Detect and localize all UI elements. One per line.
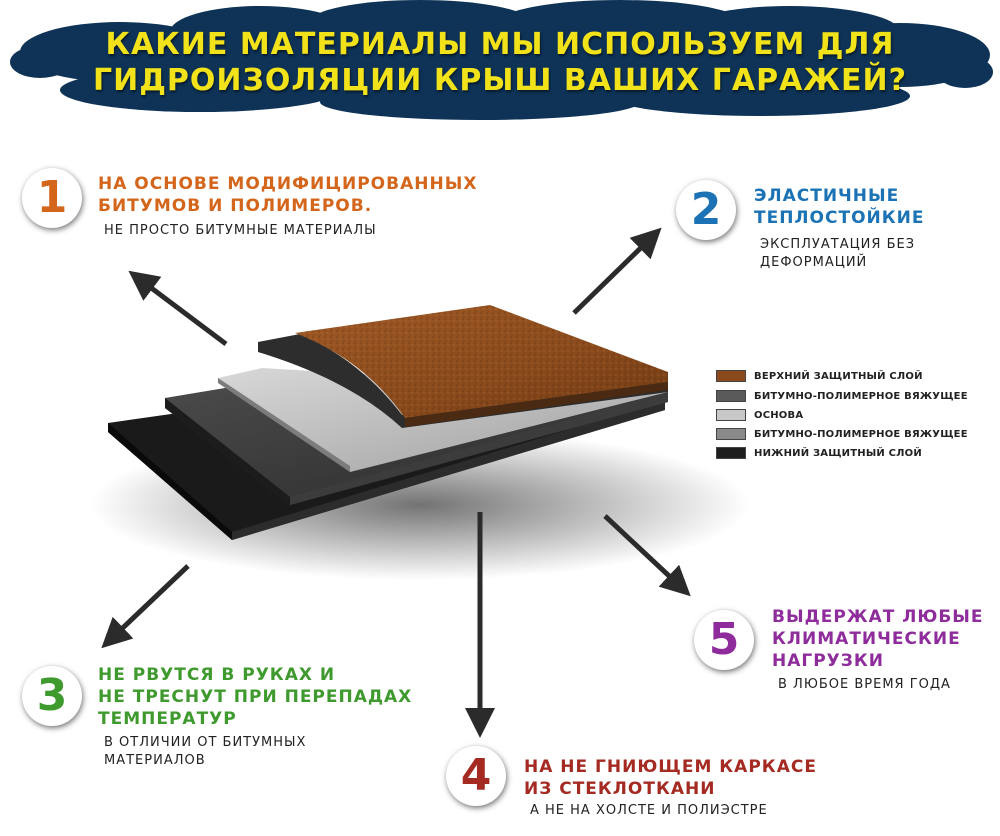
legend-item <box>716 446 922 460</box>
title-line-1: КАКИЕ МАТЕРИАЛЫ МЫ ИСПОЛЬЗУЕМ ДЛЯ <box>105 27 895 62</box>
legend-item <box>716 369 923 383</box>
feature-1-subtitle: НЕ ПРОСТО БИТУМНЫЕ МАТЕРИАЛЫ <box>104 223 377 238</box>
legend-swatch <box>716 390 746 402</box>
legend-item <box>716 427 968 441</box>
legend-label: БИТУМНО-ПОЛИМЕРНОЕ ВЯЖУЩЕЕ <box>754 390 968 402</box>
arrow-to-1 <box>138 278 226 344</box>
feature-2-number-badge: 2 <box>676 180 736 240</box>
legend-item <box>716 408 803 422</box>
feature-1-heading: НА ОСНОВЕ МОДИФИЦИРОВАННЫХ БИТУМОВ И ПОЛИМЕРОВ. <box>98 174 478 216</box>
feature-5-subtitle: В ЛЮБОЕ ВРЕМЯ ГОДА <box>778 677 951 692</box>
arrow-to-3 <box>110 566 188 640</box>
feature-3-number-badge: 3 <box>22 666 82 726</box>
legend-label: БИТУМНО-ПОЛИМЕРНОЕ ВЯЖУЩЕЕ <box>754 428 968 440</box>
feature-3-heading: НЕ РВУТСЯ В РУКАХ И НЕ ТРЕСНУТ ПРИ ПЕРЕПАДАХ ТЕМПЕРАТУР <box>98 665 413 729</box>
legend-swatch <box>716 447 746 459</box>
feature-4-heading: НА НЕ ГНИЮЩЕМ КАРКАСЕ ИЗ СТЕКЛОТКАНИ <box>524 757 817 799</box>
legend-swatch <box>716 370 746 382</box>
title-line-2: ГИДРОИЗОЛЯЦИИ КРЫШ ВАШИХ ГАРАЖЕЙ? <box>92 63 908 98</box>
arrow-to-5 <box>605 516 682 588</box>
feature-2-subtitle: ЭКСПЛУАТАЦИЯ БЕЗ ДЕФОРМАЦИЙ <box>760 237 916 270</box>
legend-label: НИЖНИЙ ЗАЩИТНЫЙ СЛОЙ <box>754 447 922 459</box>
legend-label: ВЕРХНИЙ ЗАЩИТНЫЙ СЛОЙ <box>754 370 923 382</box>
feature-4-subtitle: А НЕ НА ХОЛСТЕ И ПОЛИЭСТРЕ <box>530 803 768 818</box>
legend-item <box>716 389 968 403</box>
feature-1-number-badge: 1 <box>22 168 82 228</box>
feature-5-number-badge: 5 <box>694 610 754 670</box>
feature-5-heading: ВЫДЕРЖАТ ЛЮБЫЕ КЛИМАТИЧЕСКИЕ НАГРУЗКИ <box>772 607 984 671</box>
legend-swatch <box>716 409 746 421</box>
arrow-to-2 <box>574 236 653 313</box>
feature-4-number-badge: 4 <box>446 746 506 806</box>
legend-swatch <box>716 428 746 440</box>
feature-3-subtitle: В ОТЛИЧИИ ОТ БИТУМНЫХ МАТЕРИАЛОВ <box>104 735 307 768</box>
feature-2-heading: ЭЛАСТИЧНЫЕ ТЕПЛОСТОЙКИЕ <box>754 186 925 228</box>
legend-label: ОСНОВА <box>754 409 804 421</box>
